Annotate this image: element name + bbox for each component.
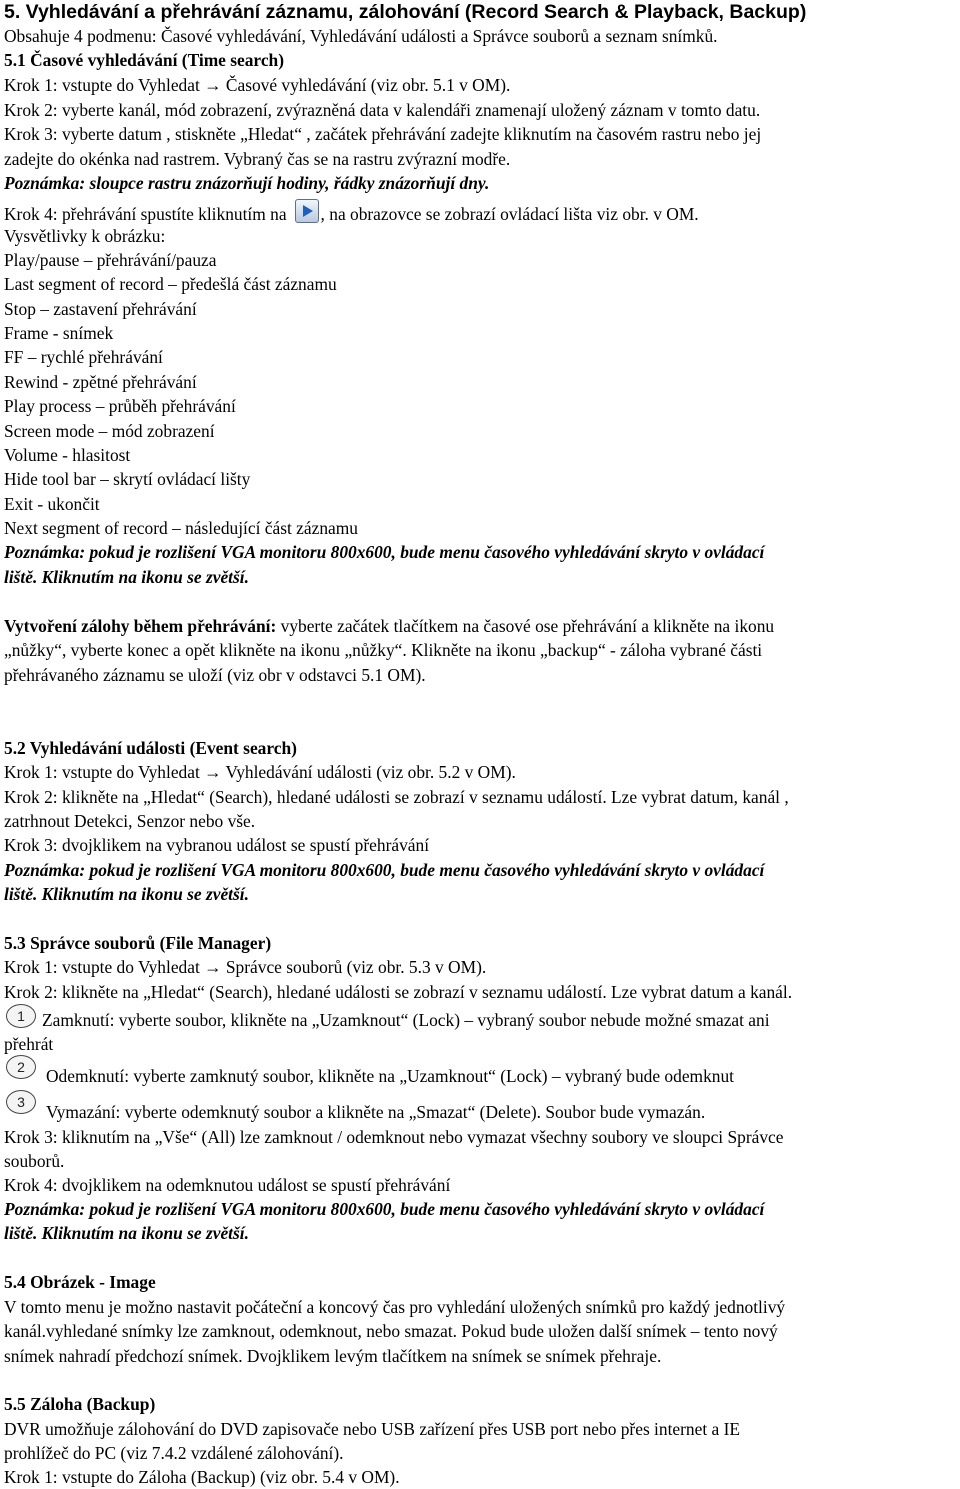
s53-delete: Vymazání: vyberte odemknutý soubor a klikněte na „Smazat“ (Delete). Soubor bude vymazán. (46, 1102, 706, 1122)
backup-during-line2: „nůžky“, vyberte konec a opět klikněte na ikonu „nůžky“. Klikněte na ikonu „backup“ - záloha vybrané části (4, 640, 763, 660)
number-one-icon: 1 (6, 1004, 36, 1028)
s51-step3-line1: Krok 3: vyberte datum , stiskněte „Hledat“ , začátek přehrávání zadejte kliknutím na časovém rastru nebo jej (4, 124, 762, 144)
s54-line3: snímek nahradí předchozí snímek. Dvojklikem levým tlačítkem na snímek se snímek přehraje. (4, 1346, 662, 1366)
s51-vga-note-line1: Poznámka: pokud je rozlišení VGA monitoru 800x600, bude menu časového vyhledávání skryto v ovládací (4, 542, 765, 562)
s55-line1: DVR umožňuje zálohování do DVD zapisovače nebo USB zařízení přes USB port nebo přes internet a IE (4, 1419, 741, 1439)
s53-lock-line2: přehrát (4, 1034, 54, 1054)
section-5-3-heading: 5.3 Správce souborů (File Manager) (4, 933, 272, 953)
s52-note-line1: Poznámka: pokud je rozlišení VGA monitoru 800x600, bude menu časového vyhledávání skryto v ovládací (4, 860, 765, 880)
legend-item: Frame - snímek (4, 323, 114, 343)
s51-step1: Krok 1: vstupte do Vyhledat → Časové vyhledávání (viz obr. 5.1 v OM). (4, 75, 511, 95)
legend-item: Screen mode – mód zobrazení (4, 421, 215, 441)
legend-title: Vysvětlivky k obrázku: (4, 226, 166, 246)
intro-text: Obsahuje 4 podmenu: Časové vyhledávání, Vyhledávání události a Správce souborů a seznam snímků. (4, 26, 718, 46)
s53-step2: Krok 2: klikněte na „Hledat“ (Search), hledané události se zobrazí v seznamu událostí. Lze vybrat datum a kanál. (4, 982, 793, 1002)
s51-step4 (4, 199, 699, 223)
s51-step2: Krok 2: vyberte kanál, mód zobrazení, zvýrazněná data v kalendáři znamenají uložený záznam v tomto datu. (4, 100, 761, 120)
legend-item: FF – rychlé přehrávání (4, 347, 163, 367)
legend-item: Exit - ukončit (4, 494, 100, 514)
section-5-1-heading: 5.1 Časové vyhledávání (Time search) (4, 50, 285, 70)
s51-vga-note-line2: liště. Kliknutím na ikonu se zvětší. (4, 567, 249, 587)
s52-note-line2: liště. Kliknutím na ikonu se zvětší. (4, 884, 249, 904)
number-two-icon: 2 (6, 1055, 36, 1079)
legend-item: Rewind - zpětné přehrávání (4, 372, 197, 392)
s51-grid-note: Poznámka: sloupce rastru znázorňují hodiny, řádky znázorňují dny. (4, 173, 490, 193)
backup-during-label: Vytvoření zálohy během přehrávání: (4, 616, 277, 636)
legend-item: Play process – průběh přehrávání (4, 396, 236, 416)
legend-item: Play/pause – přehrávání/pauza (4, 250, 217, 270)
number-three-icon: 3 (6, 1090, 36, 1114)
legend-item: Stop – zastavení přehrávání (4, 299, 197, 319)
s53-lock-line1: Zamknutí: vyberte soubor, klikněte na „Uzamknout“ (Lock) – vybraný soubor nebude možné smazat ani (42, 1010, 770, 1030)
s53-note-line1: Poznámka: pokud je rozlišení VGA monitoru 800x600, bude menu časového vyhledávání skryto v ovládací (4, 1199, 765, 1219)
backup-during-line1 (4, 614, 774, 638)
legend-item: Volume - hlasitost (4, 445, 131, 465)
s53-note-line2: liště. Kliknutím na ikonu se zvětší. (4, 1223, 249, 1243)
s53-unlock: Odemknutí: vyberte zamknutý soubor, klikněte na „Uzamknout“ (Lock) – vybraný bude odemknut (46, 1066, 734, 1086)
s55-line2: prohlížeč do PC (viz 7.4.2 vzdálené zálohování). (4, 1443, 344, 1463)
legend-item: Hide tool bar – skrytí ovládací lišty (4, 469, 251, 489)
s55-line3: Krok 1: vstupte do Záloha (Backup) (viz obr. 5.4 v OM). (4, 1467, 400, 1487)
backup-during-text: vyberte začátek tlačítkem na časové ose přehrávání a klikněte na ikonu (276, 616, 775, 636)
legend-item: Next segment of record – následující část záznamu (4, 518, 358, 538)
s53-step1: Krok 1: vstupte do Vyhledat → Správce souborů (viz obr. 5.3 v OM). (4, 957, 487, 977)
s52-step3: Krok 3: dvojklikem na vybranou událost se spustí přehrávání (4, 835, 430, 855)
play-icon (295, 199, 319, 223)
s53-step4: Krok 4: dvojklikem na odemknutou událost se spustí přehrávání (4, 1175, 451, 1195)
s52-step1: Krok 1: vstupte do Vyhledat → Vyhledávání události (viz obr. 5.2 v OM). (4, 762, 516, 782)
s51-step3-line2: zadejte do okénka nad rastrem. Vybraný čas se na rastru zvýrazní modře. (4, 149, 511, 169)
section-5-5-heading: 5.5 Záloha (Backup) (4, 1394, 156, 1414)
s54-line1: V tomto menu je možno nastavit počáteční a koncový čas pro vyhledání uložených snímků pro každý jednotlivý (4, 1297, 786, 1317)
backup-during-line3: přehrávaného záznamu se uloží (viz obr v odstavci 5.1 OM). (4, 665, 426, 685)
s52-step2-line1: Krok 2: klikněte na „Hledat“ (Search), hledané události se zobrazí v seznamu událostí. Lze vybrat datum, kanál , (4, 787, 789, 807)
s52-step2-line2: zatrhnout Detekci, Senzor nebo vše. (4, 811, 256, 831)
s53-step3-line1: Krok 3: kliknutím na „Vše“ (All) lze zamknout / odemknout nebo vymazat všechny soubory ve sloupci Správce (4, 1127, 784, 1147)
s53-step3-line2: souborů. (4, 1151, 65, 1171)
legend-item: Last segment of record – předešlá část záznamu (4, 274, 337, 294)
s51-step4-text-after: , na obrazovce se zobrazí ovládací lišta viz obr. v OM. (320, 204, 699, 224)
s54-line2: kanál.vyhledané snímky lze zamknout, odemknout, nebo smazat. Pokud bude uložen další snímek – tento nový (4, 1321, 778, 1341)
section-5-4-heading: 5.4 Obrázek - Image (4, 1272, 156, 1292)
page-title: 5. Vyhledávání a přehrávání záznamu, zálohování (Record Search & Playback, Backup) (4, 1, 807, 23)
s51-step4-text-before: Krok 4: přehrávání spustíte kliknutím na (4, 204, 287, 224)
section-5-2-heading: 5.2 Vyhledávání události (Event search) (4, 738, 297, 758)
